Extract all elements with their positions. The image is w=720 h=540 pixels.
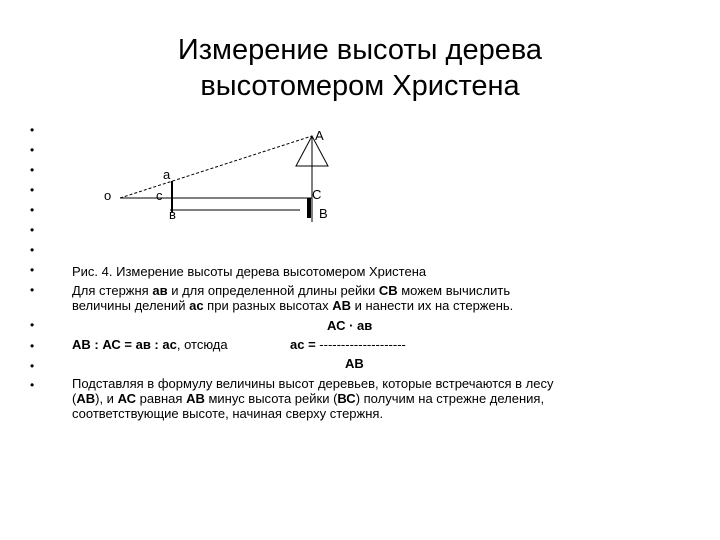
paragraph-line-4: (АВ), и АС равная АВ минус высота рейки (ВС) получим на стрежне деления, xyxy=(72,391,545,406)
point-label-A: A xyxy=(315,128,324,143)
bullet-icon: • xyxy=(30,123,35,137)
formula-line: ас = -------------------- xyxy=(290,337,406,352)
bullet-icon: • xyxy=(30,183,35,197)
title-line-2: высотомером Христена xyxy=(200,70,520,102)
paragraph-line-3: Подставляя в формулу величины высот деревьев, которые встречаются в лесу xyxy=(72,376,554,391)
bullet-icon: • xyxy=(30,243,35,257)
paragraph-line-2: величины делений ас при разных высотах АВ и нанести их на стержень. xyxy=(72,298,514,313)
point-label-C: C xyxy=(312,187,322,202)
bullet-icon: • xyxy=(30,263,35,277)
point-label-o: o xyxy=(104,188,112,203)
bullet-icon: • xyxy=(30,318,35,332)
proportion-line: АВ : АС = ав : ас, отсюда xyxy=(72,337,228,352)
bullet-icon: • xyxy=(30,203,35,217)
bullet-icon: • xyxy=(30,163,35,177)
formula-denominator: АВ xyxy=(345,356,364,371)
figure-caption: Рис. 4. Измерение высоты дерева высотомером Христена xyxy=(72,264,427,279)
title-line-1: Измерение высоты дерева xyxy=(177,34,543,66)
measuring-staff xyxy=(307,198,311,218)
formula-numerator: АС · ав xyxy=(327,318,373,333)
point-label-c: c xyxy=(156,188,163,203)
bullet-icon: • xyxy=(30,143,35,157)
bullet-icon: • xyxy=(30,339,35,353)
bullet-icon: • xyxy=(30,359,35,373)
bullet-icon: • xyxy=(30,223,35,237)
bullet-icon: • xyxy=(30,378,35,392)
point-label-B: B xyxy=(319,206,328,221)
paragraph-line-1: Для стержня ав и для определенной длины рейки СВ можем вычислить xyxy=(72,283,511,298)
sight-line-top xyxy=(120,136,312,198)
bullet-icon: • xyxy=(30,283,35,297)
point-label-a: a xyxy=(163,167,171,182)
point-label-v: в xyxy=(169,207,176,222)
paragraph-line-5: соответствующие высоте, начиная сверху стержня. xyxy=(72,406,384,421)
